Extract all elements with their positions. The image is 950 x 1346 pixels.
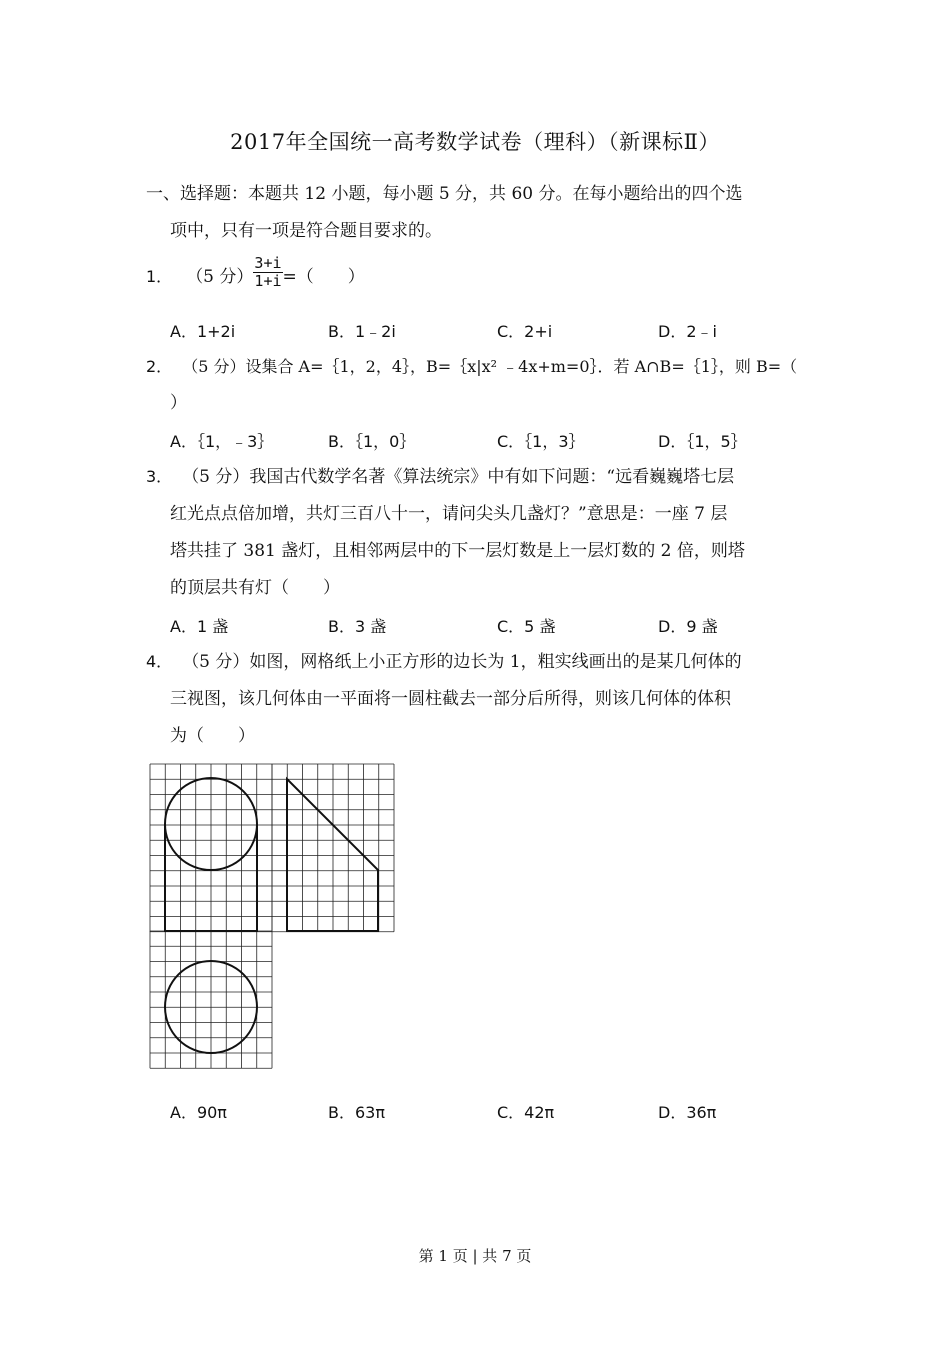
question-3-line-4: 的顶层共有灯（ ） xyxy=(170,578,340,598)
question-number: 1． xyxy=(146,267,173,286)
question-2-line-1 xyxy=(146,356,797,378)
fraction-denominator: 1+i xyxy=(254,272,282,290)
question-3-line-2: 红光点点倍加增，共灯三百八十一，请问尖头几盏灯？”意思是：一座 7 层 xyxy=(170,504,728,524)
question-1 xyxy=(146,254,365,290)
question-number: 2． xyxy=(146,357,173,376)
front-view-grid xyxy=(150,764,272,932)
question-3-line-3: 塔共挂了 381 盏灯，且相邻两层中的下一层灯数是上一层灯数的 2 倍，则塔 xyxy=(170,541,745,561)
q1-option-c[interactable]: C．2+i xyxy=(497,322,553,341)
question-stem-end: =（ ） xyxy=(282,267,365,287)
question-4-line-3: 为（ ） xyxy=(170,726,255,746)
section-heading-line-1: 一、选择题：本题共 12 小题，每小题 5 分，共 60 分。在每小题给出的四个选 xyxy=(146,184,743,204)
page-title: 2017年全国统一高考数学试卷（理科）（新课标Ⅱ） xyxy=(230,130,720,154)
q4-option-b[interactable]: B．63π xyxy=(328,1103,385,1122)
q1-option-a[interactable]: A．1+2i xyxy=(170,322,236,341)
question-stem: （5 分）设集合 A=｛1，2，4｝，B=｛x|x² ﹣4x+m=0｝．若 A∩B=｛1｝，则 B=（ xyxy=(182,357,798,376)
q1-option-b[interactable]: B．1﹣2i xyxy=(328,322,396,341)
question-2-line-2: ） xyxy=(170,393,187,413)
q4-option-c[interactable]: C．42π xyxy=(497,1103,555,1122)
fraction xyxy=(253,255,282,290)
q4-option-a[interactable]: A．90π xyxy=(170,1103,227,1122)
q4-option-d[interactable]: D．36π xyxy=(658,1103,717,1122)
question-stem: （5 分）如图，网格纸上小正方形的边长为 1，粗实线画出的是某几何体的 xyxy=(182,652,742,672)
side-view-grid xyxy=(272,764,394,932)
q2-option-c[interactable]: C．｛1，3｝ xyxy=(497,432,585,451)
q3-option-d[interactable]: D．9 盏 xyxy=(658,617,718,636)
question-3-line-1 xyxy=(146,466,734,488)
q1-option-d[interactable]: D．2﹣i xyxy=(658,322,717,341)
page-footer: 第 1 页 | 共 7 页 xyxy=(418,1247,532,1265)
section-heading-line-2: 项中，只有一项是符合题目要求的。 xyxy=(170,221,442,241)
top-view-grid xyxy=(150,931,272,1068)
fraction-numerator: 3+i xyxy=(254,254,282,272)
side-view-outline xyxy=(287,779,378,931)
question-points: （5 分） xyxy=(186,267,254,287)
q2-option-b[interactable]: B．｛1，0｝ xyxy=(328,432,416,451)
q3-option-b[interactable]: B．3 盏 xyxy=(328,617,387,636)
question-stem: （5 分）我国古代数学名著《算法统宗》中有如下问题：“远看巍巍塔七层 xyxy=(182,467,735,487)
q3-option-c[interactable]: C．5 盏 xyxy=(497,617,556,636)
question-4-line-2: 三视图，该几何体由一平面将一圆柱截去一部分后所得，则该几何体的体积 xyxy=(170,689,731,709)
three-view-figure xyxy=(140,758,400,1078)
q3-option-a[interactable]: A．1 盏 xyxy=(170,617,229,636)
q2-option-a[interactable]: A．｛1，﹣3｝ xyxy=(170,432,274,451)
question-4-line-1 xyxy=(146,651,742,673)
question-number: 4． xyxy=(146,652,173,671)
q2-option-d[interactable]: D．｛1，5｝ xyxy=(658,432,747,451)
question-number: 3． xyxy=(146,467,173,486)
